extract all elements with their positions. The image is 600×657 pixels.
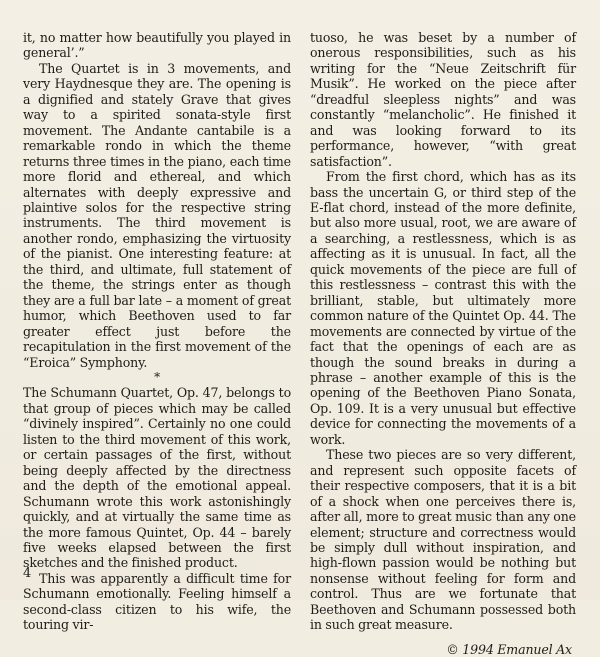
left-column [23, 30, 291, 633]
copyright-signature: © 1994 Emanuel Ax [446, 641, 572, 657]
right-column [310, 30, 576, 657]
paragraph-virtuoso: tuoso, he was beset by a number of onerous responsibilities, such as his writing for the “Neue Zeitschrift für Musik”. He worked on the piece after “dreadful sleepless nights” and was constantly “melancholic”. He finished it and was looking forward to its performance, however, “with great satisfaction”. [310, 30, 576, 169]
page-number: 4 [23, 566, 32, 581]
paragraph-schumann-quartet: The Schumann Quartet, Op. 47, belongs to that group of pieces which may be called “divinely inspired”. Certainly no one could listen to the third movement of this work, or certain passages of the first, without being deeply affected by the directness and the depth of the emotional appeal. Schumann wrote this work astonishingly quickly, and at virtually the same time as the more famous Quintet, Op. 44 – barely five weeks elapsed between the first sketches and the finished product. [23, 385, 291, 571]
section-separator: * [154, 369, 160, 384]
paragraph-quartet-movements: The Quartet is in 3 movements, and very Haydnesque they are. The opening is a dignified and stately Grave that gives way to a spirited sonata-style first movement. The Andante cantabile is a remarkable rondo in which the theme returns three times in the piano, each time more florid and ethereal, and which alternates with deeply expressive and plaintive solos for the respective string instruments. The third movement is another rondo, emphasizing the virtuosity of the pianist. One interesting feature: at the third, and ultimate, full statement of the theme, the strings enter as though they are a full bar late – a moment of great humor, which Beethoven used to far greater effect just before the recapitulation in the first movement of the “Eroica” Symphony. [23, 60, 291, 370]
paragraph-quote-end: it, no matter how beautifully you played in general’.” [23, 30, 291, 61]
paragraph-schumann-emotion: This was apparently a difficult time for Schumann emotionally. Feeling himself a second-class citizen to his wife, the touring vir- [23, 570, 291, 633]
paragraph-conclusion: These two pieces are so very different, and represent such opposite facets of their respective composers, that it is a bit of a shock when one perceives there is, after all, more to great music than any one element; structure and correctness would be simply dull without inspiration, and high-flown passion would be nothing but nonsense without feeling for form and control. Thus are we fortunate that Beethoven and Schumann possessed both in such great measure. [310, 447, 576, 633]
paragraph-first-chord: From the first chord, which has as its bass the uncertain G, or third step of the E-flat chord, instead of the more definite, but also more usual, root, we are aware of a searching, a restlessness, which is as affecting as it is unusual. In fact, all the quick movements of the piece are full of this restlessness – contrast this with the brilliant, stable, but ultimately more common nature of the Quintet Op. 44. The movements are connected by virtue of the fact that the openings of each are as though the sound breaks in during a phrase – another example of this is the opening of the Beethoven Piano Sonata, Op. 109. It is a very unusual but effective device for connecting the movements of a work. [310, 169, 576, 447]
